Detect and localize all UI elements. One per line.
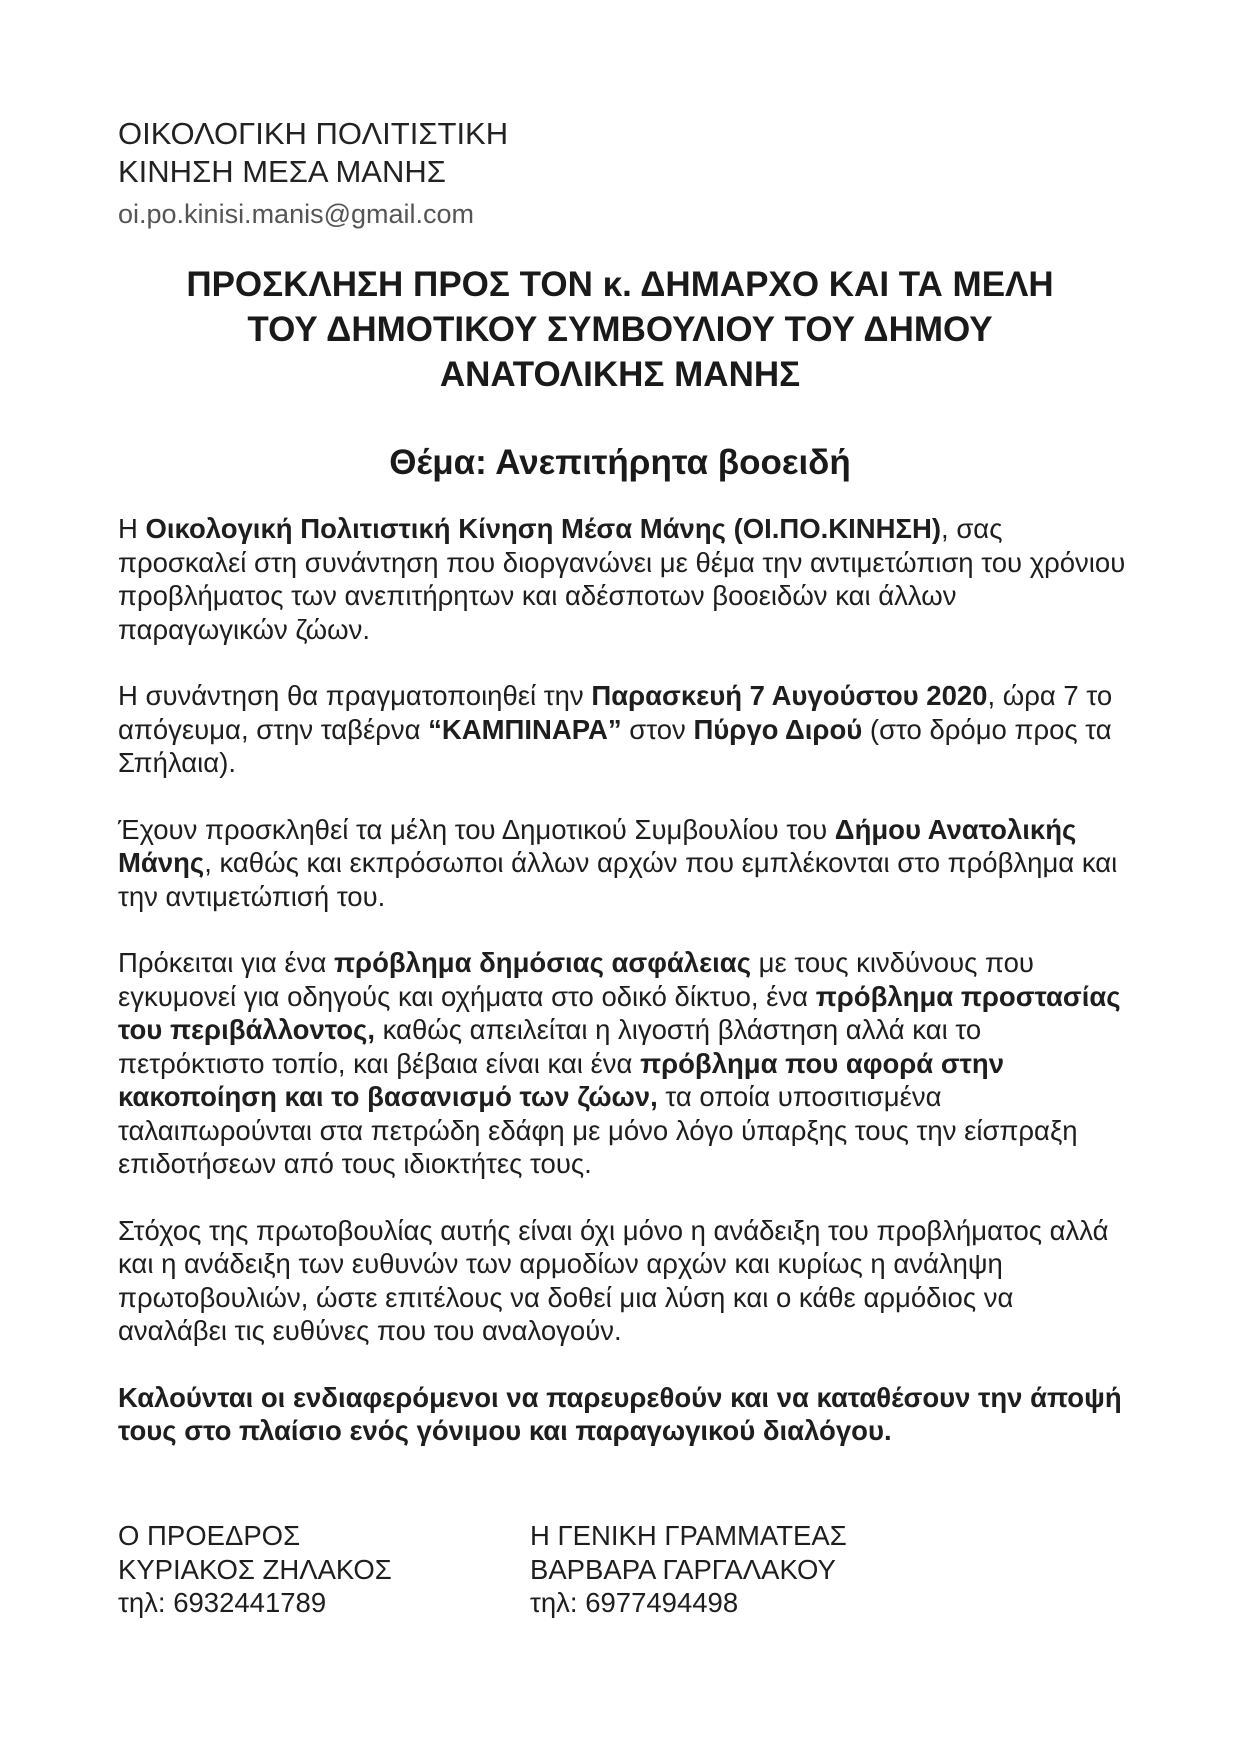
invitation-title — [0, 262, 1240, 397]
title-line-2: ΤΟΥ ΔΗΜΟΤΙΚΟΥ ΣΥΜΒΟΥΛΙΟΥ ΤΟΥ ΔΗΜΟΥ — [247, 310, 993, 349]
signature-role: Η ΓΕΝΙΚΗ ΓΡΑΜΜΑΤΕΑΣ — [530, 1520, 847, 1551]
text-run: Πρόκειται για ένα — [118, 947, 334, 978]
bold-run: Οικολογική Πολιτιστική Κίνηση Μέσα Μάνης (ΟΙ.ΠΟ.ΚΙΝΗΣΗ) — [145, 513, 942, 544]
text-run: με τους κινδύνους που εγκυμονεί για οδηγούς και οχήματα στο οδικό δίκτυο, ένα — [118, 947, 1034, 1012]
bold-run: πρόβλημα που αφορά στην κακοποίηση και το βασανισμό των ζώων, — [118, 1047, 1005, 1112]
subject-line: Θέμα: Ανεπιτήρητα βοοειδή — [389, 443, 851, 482]
paragraph-call-to-action — [118, 1381, 1128, 1448]
signature-president — [118, 1519, 392, 1620]
text-run: Η — [118, 513, 146, 544]
org-name-line-2: ΚΙΝΗΣΗ ΜΕΣΑ ΜΑΝΗΣ — [118, 154, 446, 189]
text-run: , καθώς και εκπρόσωποι άλλων αρχών που εμπλέκονται στο πρόβλημα και την αντιμετώπισή του. — [118, 847, 1118, 912]
text-run: στον — [621, 713, 694, 745]
paragraph-invitees — [118, 813, 1128, 914]
meeting-date: Παρασκευή 7 Αυγούστου 2020 — [591, 680, 988, 711]
text-run: (στο δρόμο προς τα Σπήλαια). — [118, 713, 1112, 778]
bold-run: Δήμου Ανατολικής Μάνης — [118, 813, 1077, 878]
text-run: τα οποία υποσιτισμένα ταλαιπωρούνται στα πετρώδη εδάφη με μόνο λόγο ύπαρξης τους την είσπραξη επιδοτήσεων από τους ιδιοκτήτες τους. — [118, 1081, 1078, 1179]
signature-role: Ο ΠΡΟΕΔΡΟΣ — [118, 1520, 301, 1551]
paragraph-meeting-details — [118, 679, 1128, 780]
signature-name: ΒΑΡΒΑΡΑ ΓΑΡΓΑΛΑΚΟΥ — [530, 1553, 836, 1585]
signature-name: ΚΥΡΙΑΚΟΣ ΖΗΛΑΚΟΣ — [118, 1553, 392, 1585]
signature-phone: τηλ: 6932441789 — [118, 1587, 327, 1618]
text-run: , ώρα 7 το απόγευμα, στην ταβέρνα — [118, 680, 1113, 745]
text-run: Στόχος της πρωτοβουλίας αυτής είναι όχι μόνο η ανάδειξη του προβλήματος αλλά και η ανάδειξη των ευθυνών των αρμοδίων αρχών και κυρίως η ανάληψη πρωτοβουλιών, ώστε επιτέλους να δοθεί μια λύση και ο κάθε αρμόδιος να αναλάβει τις ευθύνες που του αναλογούν. — [118, 1214, 1109, 1346]
meeting-location: Πύργο Διρού — [693, 713, 863, 745]
bold-run: πρόβλημα δημόσιας ασφάλειας — [334, 947, 751, 978]
text-run: καθώς απειλείται η λιγοστή βλάστηση αλλά και το πετρόκτιστο τοπίο, και βέβαια είναι και ένα — [118, 1014, 982, 1079]
org-name-line-1: ΟΙΚΟΛΟΓΙΚΗ ΠΟΛΙΤΙΣΤΙΚΗ — [118, 116, 509, 151]
org-email: oi.po.kinisi.manis@gmail.com — [118, 199, 475, 229]
signature-secretary — [530, 1519, 847, 1620]
title-line-3: ΑΝΑΤΟΛΙΚΗΣ ΜΑΝΗΣ — [439, 355, 801, 394]
title-line-1: ΠΡΟΣΚΛΗΣΗ ΠΡΟΣ ΤΟΝ κ. ΔΗΜΑΡΧΟ ΚΑΙ ΤΑ ΜΕΛΗ — [186, 265, 1054, 304]
paragraph-problem — [118, 946, 1128, 1181]
meeting-venue: “ΚΑΜΠΙΝΑΡΑ” — [428, 713, 622, 745]
bold-run: πρόβλημα προστασίας του περιβάλλοντος, — [118, 980, 1121, 1045]
organization-header — [118, 115, 508, 231]
signature-phone: τηλ: 6977494498 — [530, 1587, 739, 1618]
text-run: , σας προσκαλεί στη συνάντηση που διοργανώνει με θέμα την αντιμετώπιση του χρόνιου προβλήματος των ανεπιτήρητων και αδέσποτων βοοειδών και άλλων παραγωγικών ζώων. — [118, 513, 1126, 645]
paragraph-intro — [118, 512, 1128, 646]
letter-body — [118, 512, 1128, 1481]
bold-run: Καλούνται οι ενδιαφερόμενοι να παρευρεθούν και να καταθέσουν την άποψή τους στο πλαίσιο ενός γόνιμου και παραγωγικού διαλόγου. — [118, 1381, 1122, 1446]
paragraph-goal — [118, 1214, 1128, 1348]
text-run: Έχουν προσκληθεί τα μέλη του Δημοτικού Συμβουλίου του — [118, 813, 835, 845]
text-run: Η συνάντηση θα πραγματοποιηθεί την — [118, 680, 592, 711]
